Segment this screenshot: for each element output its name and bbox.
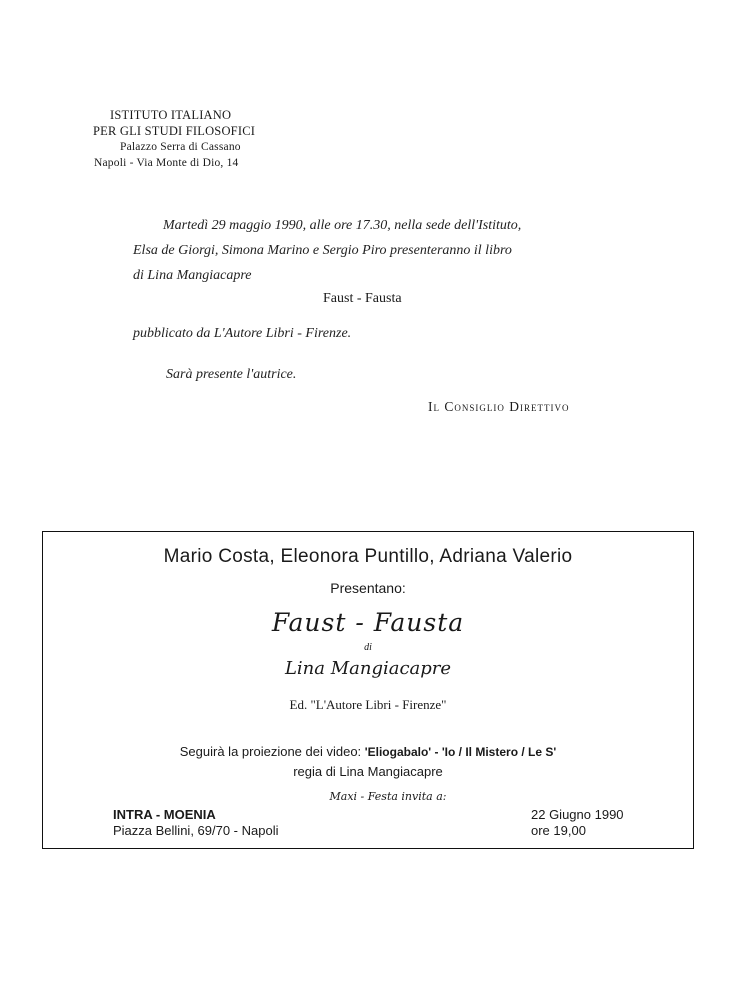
video-prefix: Seguirà la proiezione dei video: xyxy=(179,744,365,759)
letterhead-line-1: ISTITUTO ITALIANO xyxy=(110,108,232,122)
di-label: di xyxy=(364,642,372,653)
event-date: 22 Giugno 1990 xyxy=(531,807,624,822)
announcement-line-3: di Lina Mangiacapre xyxy=(133,268,252,283)
book-title: Faust - Fausta xyxy=(323,291,402,306)
video-titles: 'Eliogabalo' - 'Io / Il Mistero / Le S' xyxy=(364,745,557,759)
letterhead-line-2: PER GLI STUDI FILOSOFICI xyxy=(93,124,256,138)
announcement-line-1: Martedì 29 maggio 1990, alle ore 17.30, nella sede dell'Istituto, xyxy=(163,218,522,233)
presentano-label: Presentano: xyxy=(330,580,406,596)
publisher-line: pubblicato da L'Autore Libri - Firenze. xyxy=(133,326,352,341)
invita-line: Maxi - Festa invita a: xyxy=(329,790,447,803)
author-name: Lina Mangiacapre xyxy=(284,658,452,679)
invitation-box xyxy=(42,531,694,849)
letterhead-line-4: Napoli - Via Monte di Dio, 14 xyxy=(94,157,239,169)
event-time: ore 19,00 xyxy=(531,823,586,838)
announcement-line-2: Elsa de Giorgi, Simona Marino e Sergio Piro presenteranno il libro xyxy=(133,243,512,258)
invitation-title: Faust - Fausta xyxy=(271,608,465,637)
venue-address: Piazza Bellini, 69/70 - Napoli xyxy=(113,823,279,838)
regia-line: regia di Lina Mangiacapre xyxy=(293,764,443,779)
venue-name: INTRA - MOENIA xyxy=(113,807,216,822)
presence-line: Sarà presente l'autrice. xyxy=(166,367,297,382)
letterhead-line-3: Palazzo Serra di Cassano xyxy=(120,141,241,153)
video-line xyxy=(43,744,693,759)
signature: Il Consiglio Direttivo xyxy=(428,399,570,414)
presenters: Mario Costa, Eleonora Puntillo, Adriana Valerio xyxy=(163,546,573,567)
edition-line: Ed. "L'Autore Libri - Firenze" xyxy=(289,697,447,712)
